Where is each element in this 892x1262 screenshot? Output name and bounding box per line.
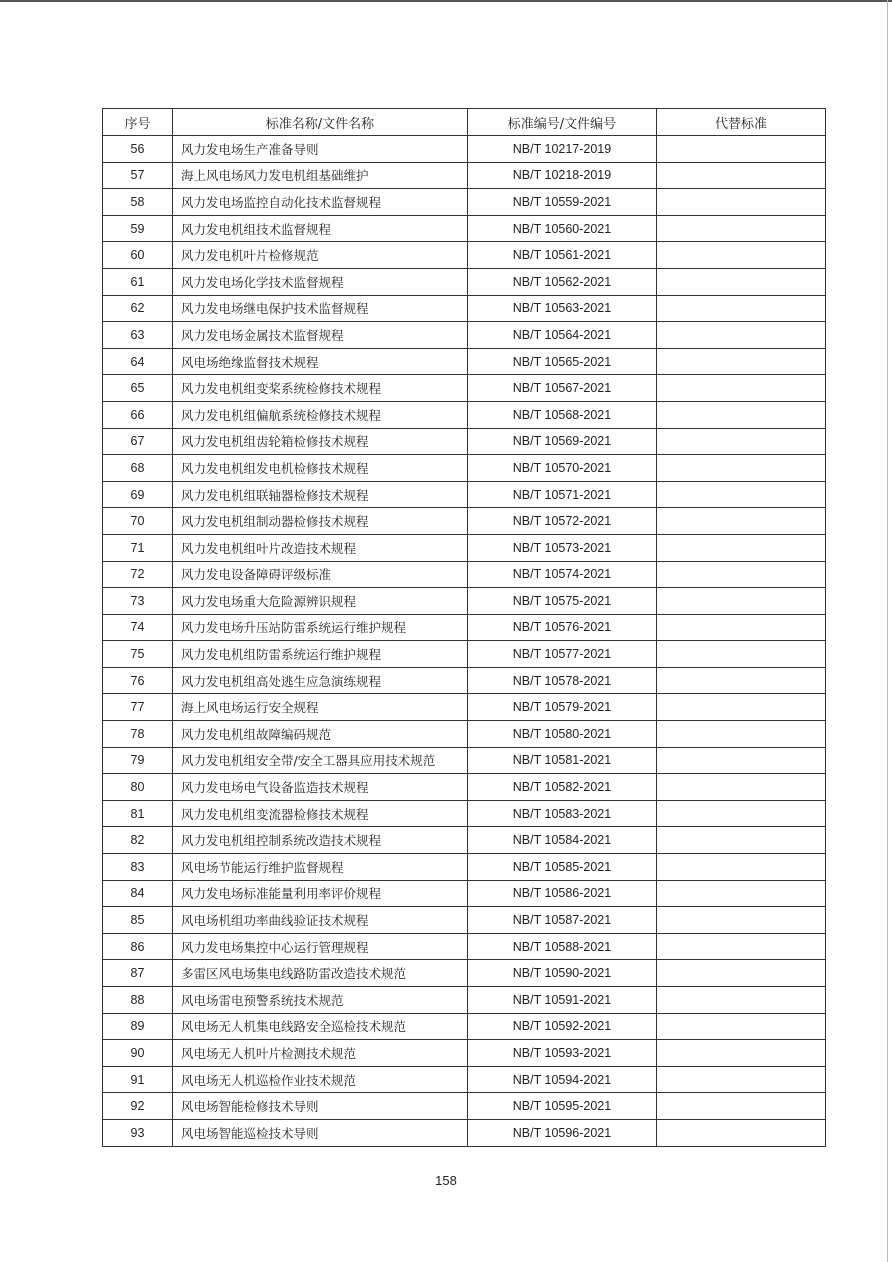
- cell-standard-code: NB/T 10569-2021: [468, 428, 657, 455]
- cell-standard-code: NB/T 10595-2021: [468, 1093, 657, 1120]
- cell-replaced-standard: [657, 880, 826, 907]
- cell-serial: 92: [103, 1093, 173, 1120]
- cell-standard-name: 风电场无人机叶片检测技术规范: [173, 1040, 468, 1067]
- cell-standard-code: NB/T 10571-2021: [468, 481, 657, 508]
- cell-serial: 76: [103, 667, 173, 694]
- cell-standard-code: NB/T 10562-2021: [468, 268, 657, 295]
- header-standard-name: 标准名称/文件名称: [173, 109, 468, 136]
- page-right-edge: [887, 0, 888, 1262]
- table-row: [103, 162, 826, 189]
- cell-replaced-standard: [657, 588, 826, 615]
- cell-standard-code: NB/T 10565-2021: [468, 348, 657, 375]
- cell-standard-name: 风力发电机组偏航系统检修技术规程: [173, 401, 468, 428]
- cell-replaced-standard: [657, 827, 826, 854]
- table-row: [103, 1040, 826, 1067]
- cell-serial: 64: [103, 348, 173, 375]
- cell-standard-name: 风电场节能运行维护监督规程: [173, 854, 468, 881]
- cell-standard-code: NB/T 10573-2021: [468, 534, 657, 561]
- cell-serial: 80: [103, 774, 173, 801]
- cell-replaced-standard: [657, 375, 826, 402]
- cell-standard-code: NB/T 10561-2021: [468, 242, 657, 269]
- cell-standard-code: NB/T 10572-2021: [468, 508, 657, 535]
- cell-serial: 87: [103, 960, 173, 987]
- table-row: [103, 401, 826, 428]
- cell-serial: 84: [103, 880, 173, 907]
- table-row: [103, 933, 826, 960]
- cell-serial: 60: [103, 242, 173, 269]
- cell-standard-code: NB/T 10580-2021: [468, 721, 657, 748]
- cell-standard-code: NB/T 10577-2021: [468, 641, 657, 668]
- cell-standard-code: NB/T 10585-2021: [468, 854, 657, 881]
- cell-standard-name: 风力发电机组变桨系统检修技术规程: [173, 375, 468, 402]
- table-row: [103, 880, 826, 907]
- cell-replaced-standard: [657, 401, 826, 428]
- cell-serial: 85: [103, 907, 173, 934]
- cell-serial: 72: [103, 561, 173, 588]
- cell-serial: 57: [103, 162, 173, 189]
- cell-serial: 61: [103, 268, 173, 295]
- cell-standard-name: 风力发电场集控中心运行管理规程: [173, 933, 468, 960]
- cell-replaced-standard: [657, 1093, 826, 1120]
- cell-replaced-standard: [657, 933, 826, 960]
- table-row: [103, 268, 826, 295]
- table-row: [103, 1066, 826, 1093]
- cell-serial: 89: [103, 1013, 173, 1040]
- cell-replaced-standard: [657, 508, 826, 535]
- cell-serial: 91: [103, 1066, 173, 1093]
- cell-serial: 68: [103, 455, 173, 482]
- cell-standard-name: 风力发电场重大危险源辨识规程: [173, 588, 468, 615]
- cell-replaced-standard: [657, 960, 826, 987]
- cell-replaced-standard: [657, 534, 826, 561]
- table-row: [103, 189, 826, 216]
- cell-replaced-standard: [657, 667, 826, 694]
- cell-standard-name: 风力发电场标准能量利用率评价规程: [173, 880, 468, 907]
- cell-standard-name: 风力发电机组发电机检修技术规程: [173, 455, 468, 482]
- table-row: [103, 694, 826, 721]
- page-number: 158: [435, 1173, 457, 1188]
- table-row: [103, 481, 826, 508]
- cell-standard-code: NB/T 10592-2021: [468, 1013, 657, 1040]
- cell-serial: 67: [103, 428, 173, 455]
- cell-standard-name: 风力发电场金属技术监督规程: [173, 322, 468, 349]
- cell-standard-code: NB/T 10560-2021: [468, 215, 657, 242]
- cell-replaced-standard: [657, 481, 826, 508]
- table-row: [103, 907, 826, 934]
- cell-replaced-standard: [657, 987, 826, 1014]
- cell-standard-code: NB/T 10217-2019: [468, 136, 657, 163]
- cell-serial: 69: [103, 481, 173, 508]
- cell-standard-name: 风力发电机组叶片改造技术规程: [173, 534, 468, 561]
- table-row: [103, 455, 826, 482]
- cell-standard-name: 风力发电场升压站防雷系统运行维护规程: [173, 614, 468, 641]
- cell-standard-name: 风力发电场继电保护技术监督规程: [173, 295, 468, 322]
- table-row: [103, 136, 826, 163]
- table-row: [103, 747, 826, 774]
- cell-standard-name: 风力发电机组齿轮箱检修技术规程: [173, 428, 468, 455]
- cell-standard-name: 风力发电机组技术监督规程: [173, 215, 468, 242]
- cell-replaced-standard: [657, 162, 826, 189]
- cell-standard-name: 风力发电场监控自动化技术监督规程: [173, 189, 468, 216]
- cell-replaced-standard: [657, 455, 826, 482]
- table-row: [103, 1119, 826, 1146]
- table-row: [103, 428, 826, 455]
- table-row: [103, 614, 826, 641]
- cell-standard-name: 风力发电机组故障编码规范: [173, 721, 468, 748]
- table-row: [103, 508, 826, 535]
- table-row: [103, 1093, 826, 1120]
- cell-standard-code: NB/T 10218-2019: [468, 162, 657, 189]
- header-replaced-standard: 代替标准: [657, 109, 826, 136]
- cell-replaced-standard: [657, 242, 826, 269]
- cell-replaced-standard: [657, 1013, 826, 1040]
- cell-serial: 81: [103, 800, 173, 827]
- cell-serial: 93: [103, 1119, 173, 1146]
- cell-standard-name: 风力发电场化学技术监督规程: [173, 268, 468, 295]
- table-row: [103, 375, 826, 402]
- cell-serial: 79: [103, 747, 173, 774]
- cell-serial: 82: [103, 827, 173, 854]
- cell-standard-code: NB/T 10584-2021: [468, 827, 657, 854]
- cell-standard-code: NB/T 10564-2021: [468, 322, 657, 349]
- cell-serial: 74: [103, 614, 173, 641]
- table-row: [103, 215, 826, 242]
- cell-replaced-standard: [657, 295, 826, 322]
- table-row: [103, 827, 826, 854]
- cell-standard-name: 风电场智能巡检技术导则: [173, 1119, 468, 1146]
- cell-standard-code: NB/T 10590-2021: [468, 960, 657, 987]
- cell-standard-name: 风力发电机组高处逃生应急演练规程: [173, 667, 468, 694]
- cell-replaced-standard: [657, 1040, 826, 1067]
- cell-standard-code: NB/T 10591-2021: [468, 987, 657, 1014]
- cell-serial: 56: [103, 136, 173, 163]
- cell-standard-code: NB/T 10559-2021: [468, 189, 657, 216]
- table-row: [103, 295, 826, 322]
- cell-standard-name: 风力发电机组安全带/安全工器具应用技术规范: [173, 747, 468, 774]
- cell-standard-name: 风力发电机组联轴器检修技术规程: [173, 481, 468, 508]
- table-row: [103, 242, 826, 269]
- table-row: [103, 987, 826, 1014]
- cell-replaced-standard: [657, 189, 826, 216]
- cell-replaced-standard: [657, 641, 826, 668]
- cell-standard-name: 风力发电机组变流器检修技术规程: [173, 800, 468, 827]
- table-row: [103, 800, 826, 827]
- cell-standard-name: 海上风电场运行安全规程: [173, 694, 468, 721]
- cell-standard-code: NB/T 10588-2021: [468, 933, 657, 960]
- cell-replaced-standard: [657, 854, 826, 881]
- table-row: [103, 667, 826, 694]
- cell-serial: 63: [103, 322, 173, 349]
- cell-standard-code: NB/T 10587-2021: [468, 907, 657, 934]
- cell-standard-code: NB/T 10579-2021: [468, 694, 657, 721]
- cell-standard-name: 风电场无人机集电线路安全巡检技术规范: [173, 1013, 468, 1040]
- cell-replaced-standard: [657, 322, 826, 349]
- cell-serial: 88: [103, 987, 173, 1014]
- cell-standard-name: 风力发电设备障碍评级标准: [173, 561, 468, 588]
- table-row: [103, 561, 826, 588]
- cell-serial: 86: [103, 933, 173, 960]
- cell-serial: 90: [103, 1040, 173, 1067]
- cell-serial: 73: [103, 588, 173, 615]
- standards-table: [102, 108, 826, 1147]
- cell-standard-name: 风电场无人机巡检作业技术规范: [173, 1066, 468, 1093]
- cell-replaced-standard: [657, 348, 826, 375]
- cell-standard-name: 风力发电机组制动器检修技术规程: [173, 508, 468, 535]
- table-row: [103, 774, 826, 801]
- cell-standard-code: NB/T 10574-2021: [468, 561, 657, 588]
- cell-standard-code: NB/T 10583-2021: [468, 800, 657, 827]
- table-header-row: [103, 109, 826, 136]
- table-row: [103, 348, 826, 375]
- cell-replaced-standard: [657, 136, 826, 163]
- cell-standard-name: 风电场绝缘监督技术规程: [173, 348, 468, 375]
- table-row: [103, 854, 826, 881]
- cell-standard-code: NB/T 10576-2021: [468, 614, 657, 641]
- cell-standard-name: 风电场机组功率曲线验证技术规程: [173, 907, 468, 934]
- cell-standard-code: NB/T 10581-2021: [468, 747, 657, 774]
- cell-replaced-standard: [657, 561, 826, 588]
- cell-standard-code: NB/T 10593-2021: [468, 1040, 657, 1067]
- table-row: [103, 641, 826, 668]
- cell-standard-name: 海上风电场风力发电机组基础维护: [173, 162, 468, 189]
- header-serial: 序号: [103, 109, 173, 136]
- table-row: [103, 534, 826, 561]
- cell-standard-name: 风力发电机叶片检修规范: [173, 242, 468, 269]
- cell-replaced-standard: [657, 800, 826, 827]
- cell-standard-name: 风电场雷电预警系统技术规范: [173, 987, 468, 1014]
- cell-replaced-standard: [657, 428, 826, 455]
- cell-serial: 66: [103, 401, 173, 428]
- cell-standard-code: NB/T 10582-2021: [468, 774, 657, 801]
- table-row: [103, 588, 826, 615]
- cell-standard-code: NB/T 10594-2021: [468, 1066, 657, 1093]
- cell-standard-name: 风力发电机组防雷系统运行维护规程: [173, 641, 468, 668]
- cell-serial: 65: [103, 375, 173, 402]
- cell-standard-code: NB/T 10575-2021: [468, 588, 657, 615]
- cell-replaced-standard: [657, 268, 826, 295]
- cell-serial: 62: [103, 295, 173, 322]
- cell-standard-code: NB/T 10567-2021: [468, 375, 657, 402]
- cell-serial: 59: [103, 215, 173, 242]
- cell-replaced-standard: [657, 721, 826, 748]
- cell-serial: 58: [103, 189, 173, 216]
- cell-standard-name: 风力发电机组控制系统改造技术规程: [173, 827, 468, 854]
- cell-standard-code: NB/T 10596-2021: [468, 1119, 657, 1146]
- table-row: [103, 960, 826, 987]
- cell-replaced-standard: [657, 694, 826, 721]
- cell-standard-name: 风力发电场生产准备导则: [173, 136, 468, 163]
- cell-standard-code: NB/T 10578-2021: [468, 667, 657, 694]
- cell-standard-code: NB/T 10563-2021: [468, 295, 657, 322]
- page-top-edge: [0, 0, 892, 2]
- cell-replaced-standard: [657, 215, 826, 242]
- cell-serial: 83: [103, 854, 173, 881]
- cell-standard-code: NB/T 10568-2021: [468, 401, 657, 428]
- cell-standard-name: 风电场智能检修技术导则: [173, 1093, 468, 1120]
- cell-serial: 75: [103, 641, 173, 668]
- cell-serial: 77: [103, 694, 173, 721]
- cell-replaced-standard: [657, 1119, 826, 1146]
- table-row: [103, 721, 826, 748]
- cell-replaced-standard: [657, 614, 826, 641]
- cell-standard-name: 多雷区风电场集电线路防雷改造技术规范: [173, 960, 468, 987]
- table-row: [103, 1013, 826, 1040]
- header-standard-code: 标准编号/文件编号: [468, 109, 657, 136]
- table-row: [103, 322, 826, 349]
- cell-replaced-standard: [657, 907, 826, 934]
- cell-replaced-standard: [657, 1066, 826, 1093]
- cell-standard-name: 风力发电场电气设备监造技术规程: [173, 774, 468, 801]
- cell-replaced-standard: [657, 774, 826, 801]
- cell-replaced-standard: [657, 747, 826, 774]
- cell-serial: 71: [103, 534, 173, 561]
- cell-serial: 70: [103, 508, 173, 535]
- cell-standard-code: NB/T 10586-2021: [468, 880, 657, 907]
- cell-standard-code: NB/T 10570-2021: [468, 455, 657, 482]
- cell-serial: 78: [103, 721, 173, 748]
